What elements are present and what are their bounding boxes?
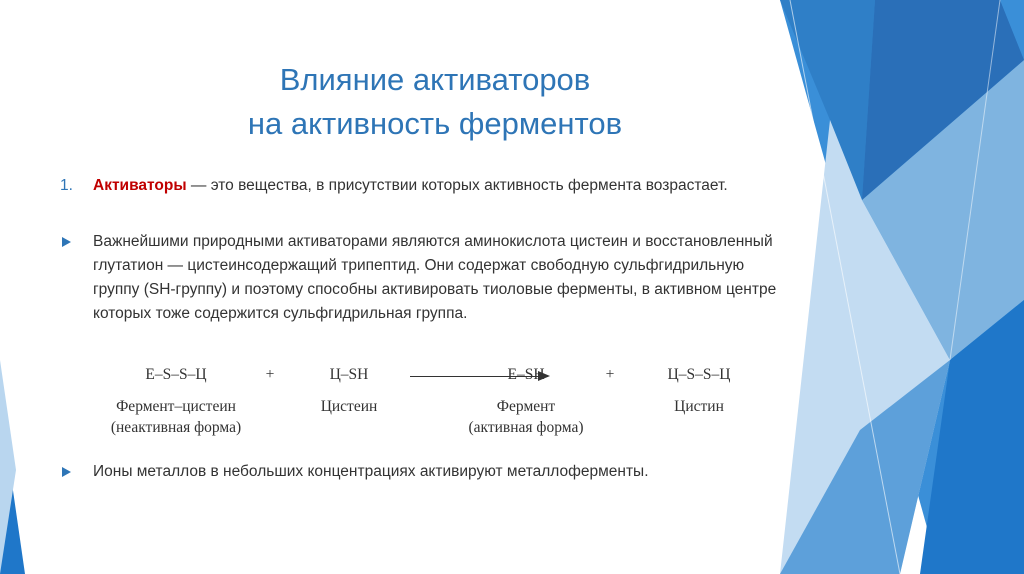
product1-note: (активная форма) bbox=[468, 419, 584, 436]
title-line-1: Влияние активаторов bbox=[279, 62, 591, 97]
product1-name: Фермент bbox=[496, 398, 556, 415]
activators-definition bbox=[93, 174, 783, 198]
term-activators: Активаторы bbox=[93, 177, 187, 194]
natural-activators-text: Важнейшими природными активаторами являются аминокислота цистеин и восстановленный глутатион — цистеинсодержащий трипептид. Они содержат свободную сульфгидрильную группу (SH-группу) и поэтому способны активировать тиоловые ферменты, в активном центре которых тоже содержится сульфгидрильная группа. bbox=[93, 233, 777, 322]
plus-sign: + bbox=[265, 366, 275, 383]
item-number: 1. bbox=[60, 177, 73, 194]
reactant1-note: (неактивная форма) bbox=[110, 419, 242, 436]
bullet-arrow-icon bbox=[62, 237, 71, 247]
product2-name: Цистин bbox=[674, 398, 724, 415]
reactant2-formula: Ц–SH bbox=[329, 366, 369, 383]
slide-title bbox=[40, 58, 830, 146]
product2-formula: Ц–S–S–Ц bbox=[667, 366, 731, 383]
reactant1-name: Фермент–цистеин bbox=[116, 398, 236, 415]
reactant1-formula: E–S–S–Ц bbox=[145, 366, 207, 383]
reaction-equation bbox=[80, 366, 780, 446]
definition-text: — это вещества, в присутствии которых активность фермента возрастает. bbox=[186, 177, 728, 194]
plus-sign: + bbox=[605, 366, 615, 383]
left-decoration-facets bbox=[0, 360, 25, 574]
reactant2-name: Цистеин bbox=[320, 398, 378, 415]
product1-formula: E–SH bbox=[507, 366, 545, 383]
title-line-2: на активность ферментов bbox=[247, 106, 623, 141]
metal-ions-text: Ионы металлов в небольших концентрациях активируют металлоферменты. bbox=[93, 463, 649, 480]
bullet-arrow-icon bbox=[62, 467, 71, 477]
